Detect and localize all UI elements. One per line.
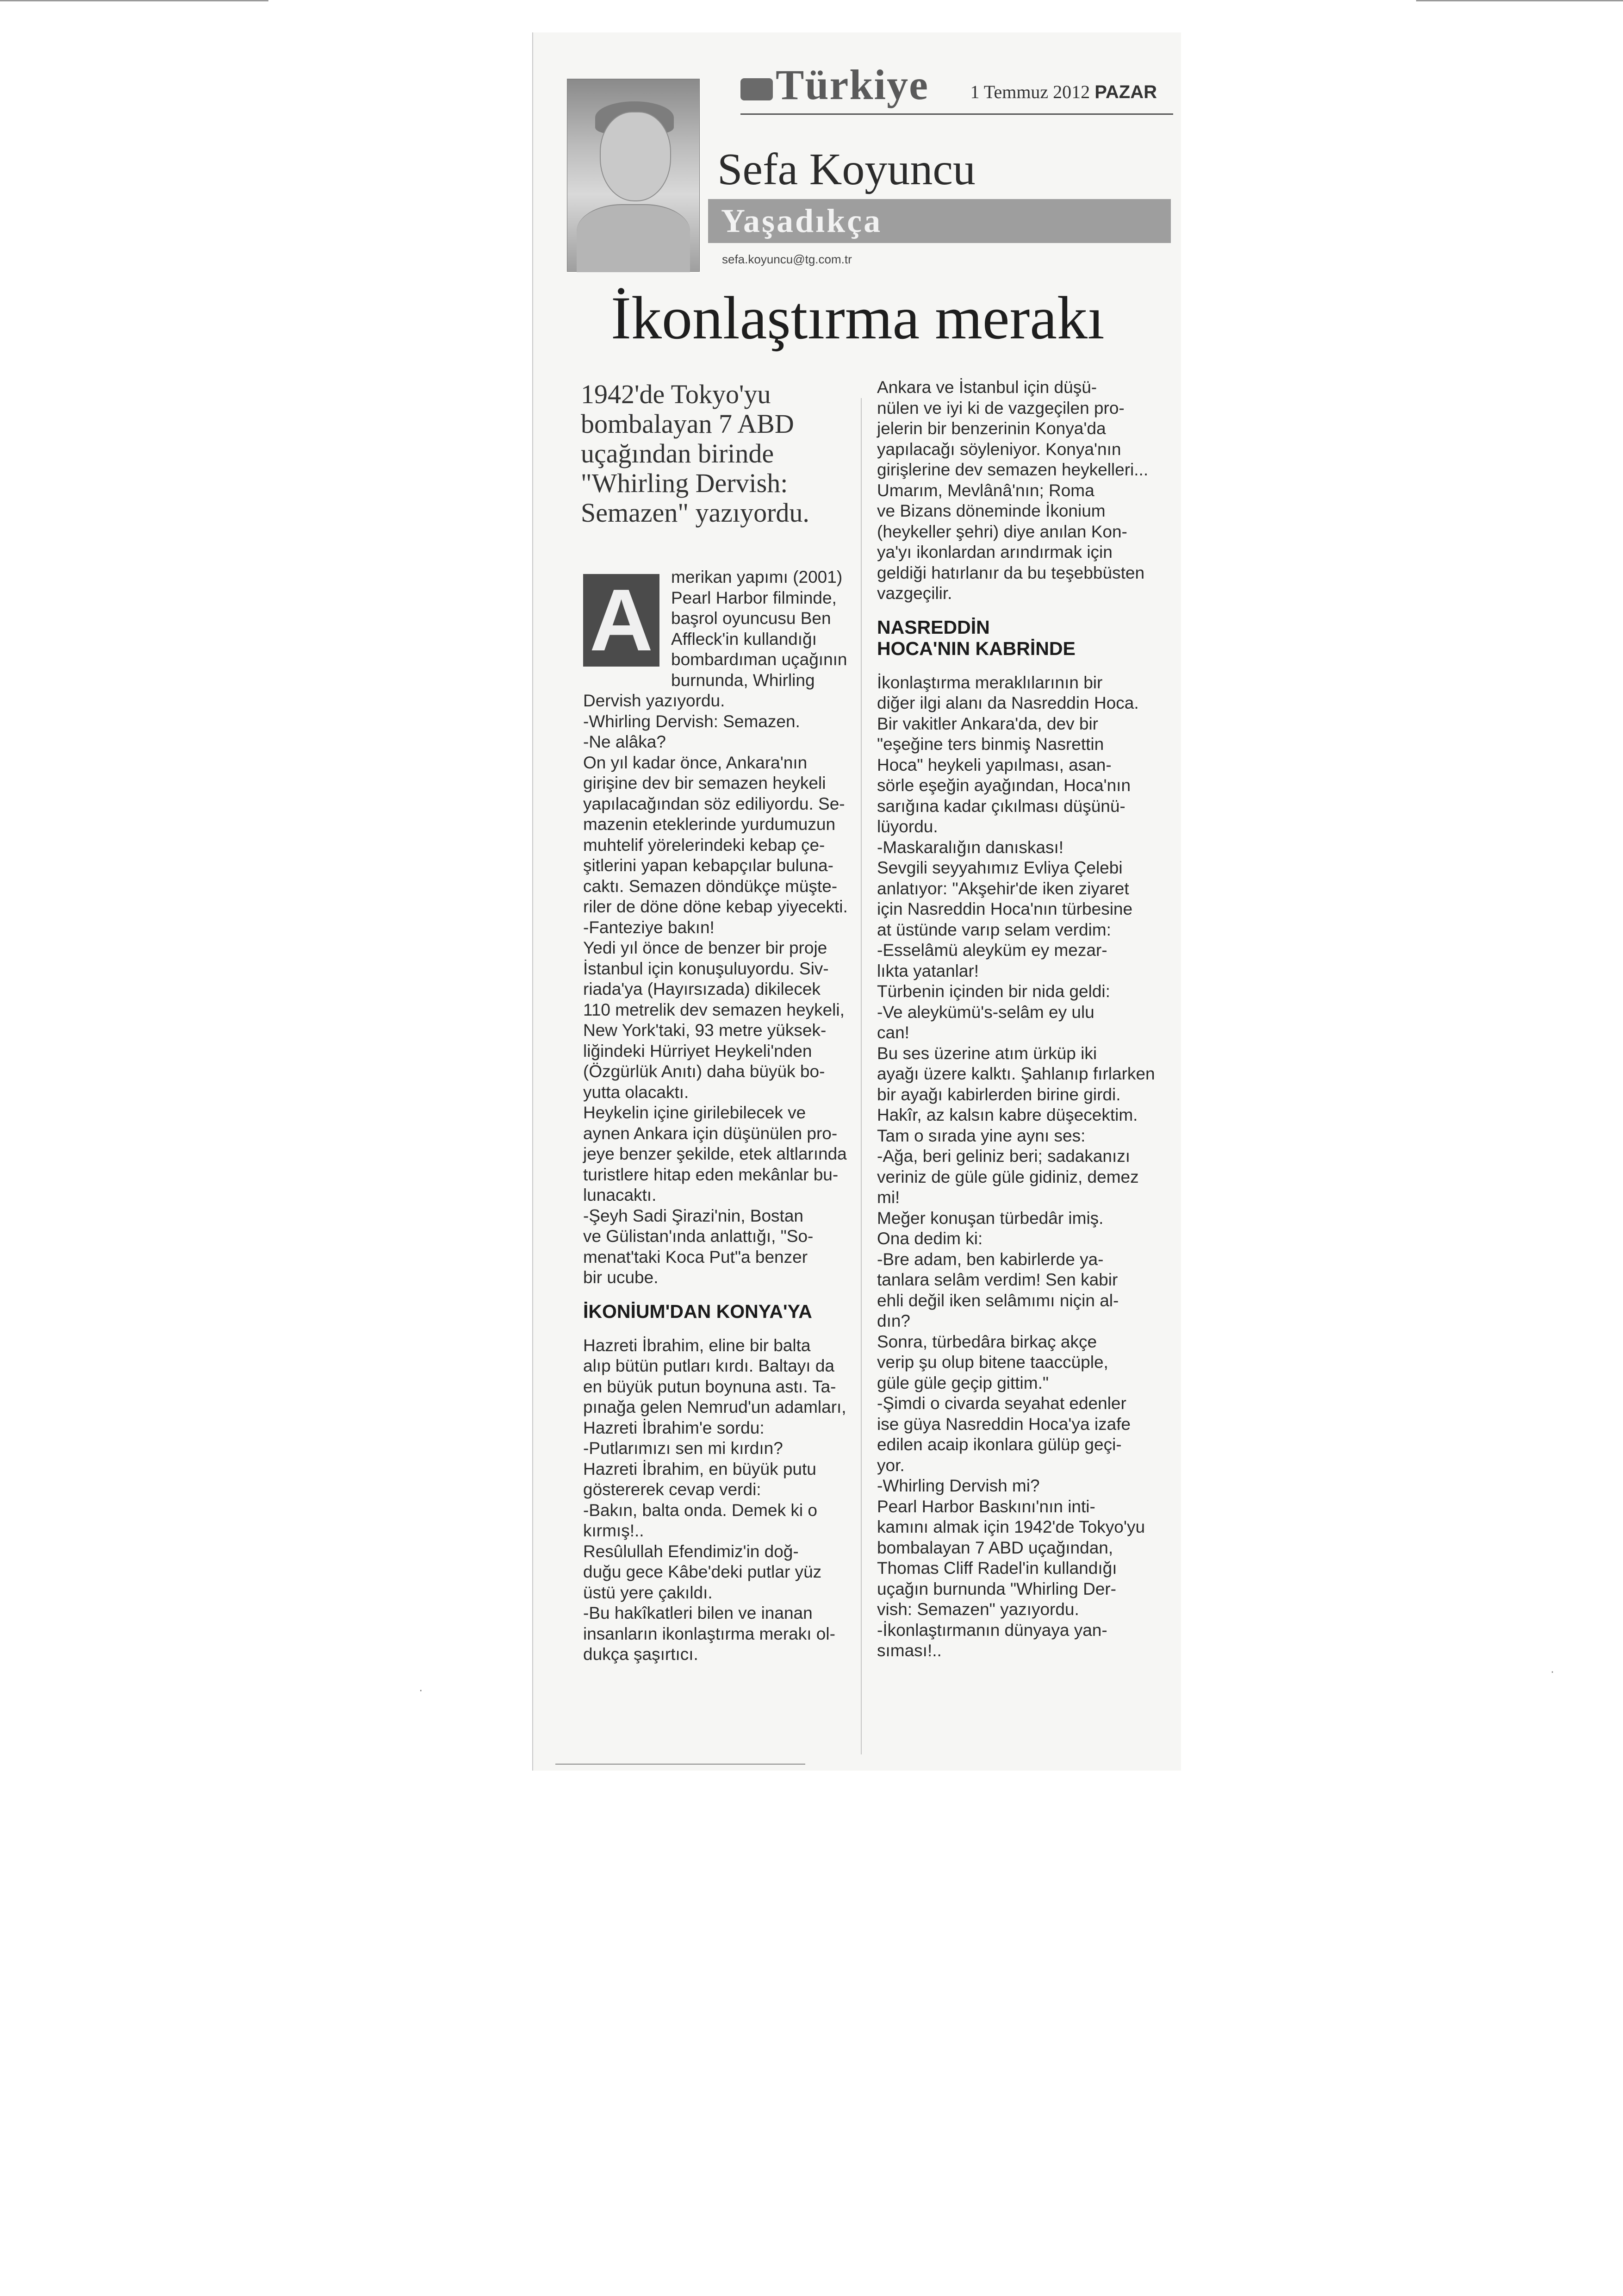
scan-edge-top-left [0, 0, 268, 1]
text-line: şitlerini yapan kebapçılar buluna- [583, 856, 833, 875]
text-line: İstanbul için konuşuluyordu. Siv- [583, 959, 829, 978]
text-line: ayağı üzere kalktı. Şahlanıp fırlarken [877, 1064, 1155, 1083]
text-line: dukça şaşırtıcı. [583, 1645, 698, 1664]
text-line: Meğer konuşan türbedâr imiş. [877, 1208, 1104, 1228]
photo-shirt [577, 204, 690, 272]
text-line: can! [877, 1023, 909, 1042]
column-band [708, 199, 1171, 243]
spacer [877, 604, 1155, 617]
text-line: Sonra, türbedâra birkaç akçe [877, 1332, 1097, 1351]
text-line: tanlara selâm verdim! Sen kabir [877, 1270, 1118, 1289]
text-line: nülen ve iyi ki de vazgeçilen pro- [877, 398, 1125, 418]
deck-line: bombalayan 7 ABD [581, 409, 794, 439]
spacer [583, 1288, 856, 1301]
scan-speck: · [1550, 1664, 1555, 1678]
text-line: Hazreti İbrahim, eline bir balta [583, 1335, 811, 1355]
right-column [877, 377, 1155, 1661]
issue-date [970, 81, 1157, 103]
text-line: -İkonlaştırmanın dünyaya yan- [877, 1620, 1107, 1640]
text-line: duğu gece Kâbe'deki putlar yüz [583, 1562, 822, 1581]
text-line: Hazreti İbrahim'e sordu: [583, 1418, 765, 1437]
section-subhead: NASREDDİN [877, 616, 990, 638]
text-line: Yedi yıl önce de benzer bir proje [583, 938, 827, 957]
text-line: On yıl kadar önce, Ankara'nın [583, 753, 808, 772]
text-line: insanların ikonlaştırma merakı ol- [583, 1624, 835, 1643]
text-line: lıkta yatanlar! [877, 961, 979, 980]
masthead-rule [740, 113, 1173, 115]
text-line: edilen acaip ikonlara gülüp geçi- [877, 1435, 1122, 1454]
text-line: Hoca" heykeli yapılması, asan- [877, 755, 1112, 774]
text-line: sarığına kadar çıkılması düşünü- [877, 796, 1126, 816]
text-line: en büyük putun boynuna astı. Ta- [583, 1377, 836, 1396]
text-line: New York'taki, 93 metre yüksek- [583, 1021, 827, 1040]
text-line: veriniz de güle güle gidiniz, demez [877, 1167, 1139, 1186]
flag-icon [740, 78, 773, 100]
text-line: at üstünde varıp selam verdim: [877, 920, 1111, 939]
text-line: Thomas Cliff Radel'in kullandığı [877, 1559, 1117, 1578]
text-line: -Maskaralığın danıskası! [877, 837, 1064, 857]
text-line: kırmış!.. [583, 1521, 644, 1540]
text-line: (Özgürlük Anıtı) daha büyük bo- [583, 1062, 825, 1081]
text-line: sıması!.. [877, 1641, 942, 1660]
text-line: -Fanteziye bakın! [583, 917, 715, 937]
text-line: Ona dedim ki: [877, 1229, 983, 1248]
spacer [877, 660, 1155, 673]
text-line: -Ve aleykümü's-selâm ey ulu [877, 1002, 1094, 1022]
text-line: menat'taki Koca Put"a benzer [583, 1247, 808, 1267]
text-line: bir ucube. [583, 1268, 659, 1287]
text-line: jelerin bir benzerinin Konya'da [877, 419, 1106, 438]
text-line: liğindeki Hürriyet Heykeli'nden [583, 1041, 812, 1061]
text-line: lüyordu. [877, 817, 938, 836]
text-line: ve Bizans döneminde İkonium [877, 501, 1106, 520]
footer-rule [555, 1764, 805, 1765]
column-name: Yaşadıkça [721, 202, 883, 239]
text-line: üstü yere çakıldı. [583, 1583, 713, 1602]
spacer [583, 1323, 856, 1335]
text-line: Heykelin içine girilebilecek ve [583, 1103, 806, 1122]
text-line: bir ayağı kabirlerden birine girdi. [877, 1085, 1121, 1104]
text-line: geldiği hatırlanır da bu teşebbüsten [877, 563, 1145, 582]
author-photo [567, 79, 700, 272]
text-line: vish: Semazen" yazıyordu. [877, 1600, 1079, 1619]
text-line: anlatıyor: "Akşehir'de iken ziyaret [877, 879, 1129, 898]
deck-line: 1942'de Tokyo'yu [581, 379, 771, 409]
text-line: Pearl Harbor Baskını'nın inti- [877, 1497, 1095, 1516]
text-line: güle güle geçip gittim." [877, 1373, 1049, 1392]
text-line: ise güya Nasreddin Hoca'ya izafe [877, 1414, 1131, 1434]
scan-edge-top-right [1416, 0, 1623, 1]
text-line: merikan yapımı (2001) [671, 568, 843, 586]
text-line: Resûlullah Efendimiz'in doğ- [583, 1541, 799, 1561]
text-line: ehli değil iken selâmımı niçin al- [877, 1291, 1119, 1310]
text-line: -Şimdi o civarda seyahat edenler [877, 1394, 1126, 1413]
text-line: sörle eşeğin ayağından, Hoca'nın [877, 776, 1131, 795]
author-email: sefa.koyuncu@tg.com.tr [722, 252, 852, 266]
text-line: mi! [877, 1188, 900, 1207]
text-line: -Putlarımızı sen mi kırdın? [583, 1439, 783, 1458]
text-line: caktı. Semazen döndükçe müşte- [583, 876, 838, 896]
text-line: Sevgili seyyahımız Evliya Çelebi [877, 858, 1123, 877]
section-subhead: İKONİUM'DAN KONYA'YA [583, 1300, 812, 1322]
left-column [583, 691, 856, 1665]
text-line: mazenin eteklerinde yurdumuzun [583, 815, 836, 834]
text-line: -Bre adam, ben kabirlerde ya- [877, 1249, 1104, 1269]
text-line: bombardıman uçağının [671, 650, 847, 669]
drop-cap: A [583, 574, 659, 667]
text-line: girişine dev bir semazen heykeli [583, 774, 826, 792]
masthead [740, 60, 1157, 120]
text-line: uçağın burnunda "Whirling Der- [877, 1579, 1117, 1598]
text-line: -Esselâmü aleyküm ey mezar- [877, 941, 1107, 960]
text-line: diğer ilgi alanı da Nasreddin Hoca. [877, 693, 1139, 712]
text-line: İkonlaştırma meraklılarının bir [877, 673, 1103, 692]
text-line: Bu ses üzerine atım ürküp iki [877, 1043, 1097, 1063]
scan-speck: · [419, 1683, 423, 1697]
text-line: -Ne alâka? [583, 732, 666, 751]
text-line: verip şu olup bitene taaccüple, [877, 1353, 1108, 1372]
text-line: riler de döne döne kebap yiyecekti. [583, 897, 848, 916]
text-line: bombalayan 7 ABD uçağından, [877, 1538, 1113, 1557]
newspaper-logo [740, 60, 929, 109]
text-line: Affleck'in kullandığı [671, 629, 817, 649]
text-line: başrol oyuncusu Ben [671, 609, 831, 628]
text-line: Umarım, Mevlânâ'nın; Roma [877, 480, 1094, 500]
author-name: Sefa Koyuncu [717, 144, 976, 194]
text-line: -Whirling Dervish: Semazen. [583, 711, 800, 731]
text-line: lunacaktı. [583, 1185, 657, 1204]
logo-text: Türkiye [776, 61, 929, 108]
text-line: -Bu hakîkatleri bilen ve inanan [583, 1603, 813, 1622]
date-text: 1 Temmuz 2012 [970, 81, 1090, 102]
text-line: Ankara ve İstanbul için düşü- [877, 378, 1097, 397]
text-line: aynen Ankara için düşünülen pro- [583, 1123, 838, 1143]
text-line: jeye benzer şekilde, etek altlarında [583, 1144, 847, 1163]
deck-line: "Whirling Dervish: [581, 468, 788, 498]
text-line: -Bakın, balta onda. Demek ki o [583, 1500, 817, 1520]
column-divider [861, 398, 862, 1754]
deck-line: uçağından birinde [581, 438, 774, 468]
left-column-intro [671, 567, 856, 691]
text-line: yutta olacaktı. [583, 1082, 689, 1102]
text-line: riada'ya (Hayırsızada) dikilecek [583, 980, 821, 998]
text-line: ya'yı ikonlardan arındırmak için [877, 543, 1113, 562]
text-line: "eşeğine ters binmiş Nasrettin [877, 735, 1104, 754]
text-line: kamını almak için 1942'de Tokyo'yu [877, 1517, 1145, 1536]
text-line: 110 metrelik dev semazen heykeli, [583, 1000, 845, 1019]
text-line: turistlere hitap eden mekânlar bu- [583, 1165, 839, 1184]
text-line: -Şeyh Sadi Şirazi'nin, Bostan [583, 1206, 803, 1225]
text-line: ve Gülistan'ında anlattığı, "So- [583, 1227, 814, 1246]
article-deck [581, 380, 840, 528]
text-line: yor. [877, 1455, 905, 1475]
text-line: Hazreti İbrahim, en büyük putu [583, 1459, 816, 1479]
deck-line: Semazen" yazıyordu. [581, 498, 809, 528]
text-line: burnunda, Whirling [671, 670, 815, 690]
text-line: girişlerine dev semazen heykelleri... [877, 460, 1149, 479]
text-line: Dervish yazıyordu. [583, 691, 725, 710]
text-line: yapılacağı söyleniyor. Konya'nın [877, 439, 1121, 459]
text-line: Türbenin içinden bir nida geldi: [877, 982, 1110, 1001]
section-subhead: HOCA'NIN KABRİNDE [877, 637, 1076, 659]
text-line: -Ağa, beri geliniz beri; sadakanızı [877, 1147, 1131, 1166]
text-line: muhtelif yörelerindeki kebap çe- [583, 835, 825, 855]
photo-face [600, 112, 671, 201]
text-line: vazgeçilir. [877, 584, 952, 603]
text-line: dın? [877, 1311, 911, 1330]
text-line: Hakîr, az kalsın kabre düşecektim. [877, 1105, 1138, 1124]
text-line: yapılacağından söz ediliyordu. Se- [583, 794, 845, 813]
day-text: PAZAR [1094, 82, 1157, 102]
text-line: -Whirling Dervish mi? [877, 1476, 1040, 1495]
text-line: göstererek cevap verdi: [583, 1480, 761, 1499]
text-line: (heykeller şehri) diye anılan Kon- [877, 522, 1127, 541]
text-line: için Nasreddin Hoca'nın türbesine [877, 899, 1133, 918]
text-line: alıp bütün putları kırdı. Baltayı da [583, 1356, 834, 1375]
article-headline: İkonlaştırma merakı [611, 284, 1105, 352]
text-line: Pearl Harbor filminde, [671, 588, 837, 607]
text-line: Bir vakitler Ankara'da, dev bir [877, 714, 1099, 733]
text-line: Tam o sırada yine aynı ses: [877, 1126, 1086, 1145]
text-line: pınağa gelen Nemrud'un adamları, [583, 1398, 846, 1416]
